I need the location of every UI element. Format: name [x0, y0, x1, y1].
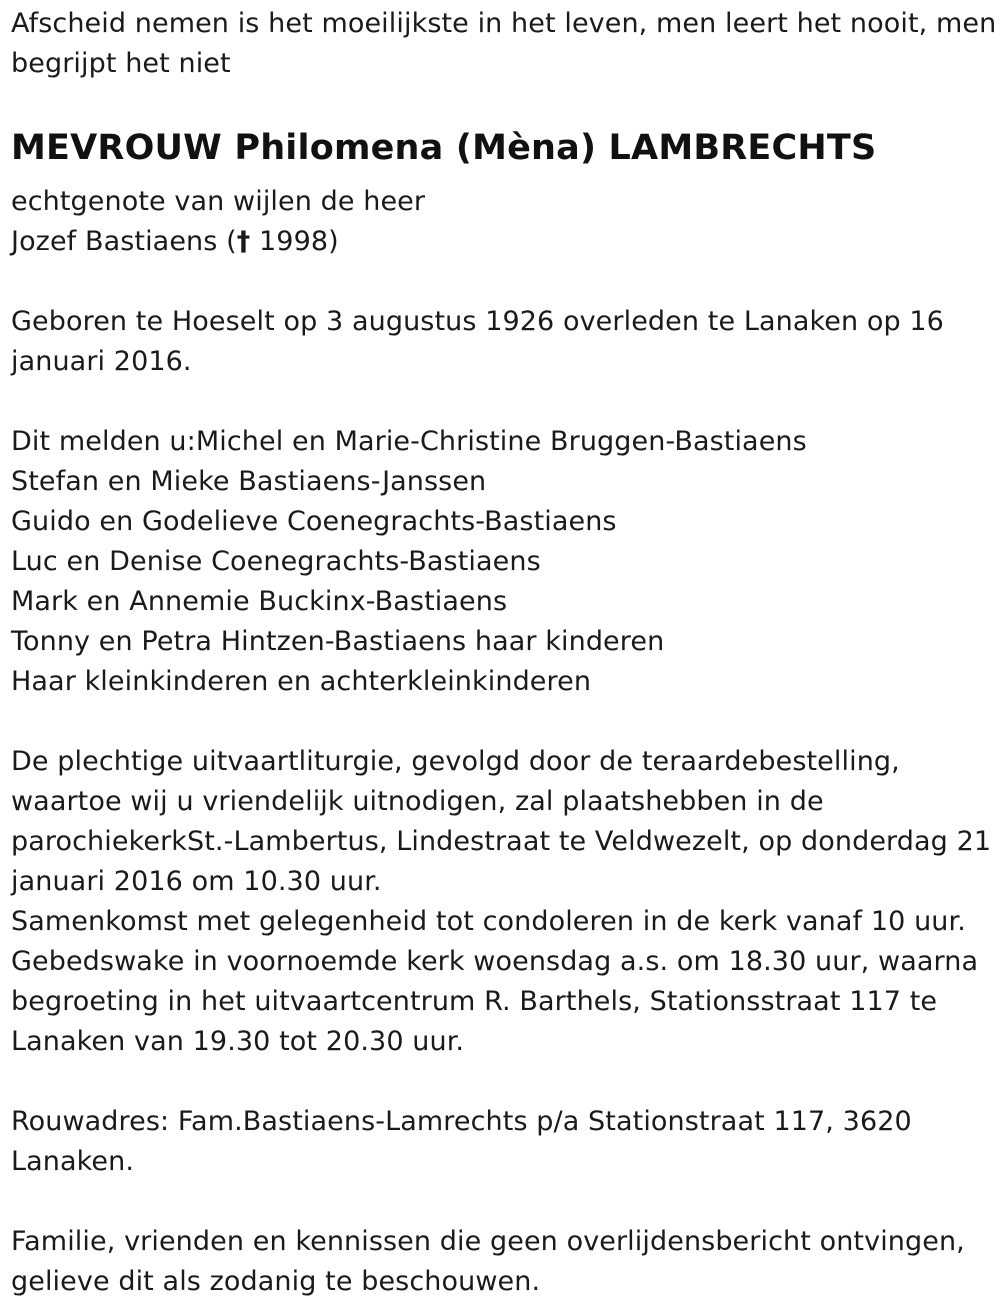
announcer-item: Haar kleinkinderen en achterkleinkinderen	[11, 666, 592, 697]
announcer-item: Stefan en Mieke Bastiaens-Janssen	[11, 466, 487, 497]
paragraph-line: Familie, vrienden en kennissen die geen overlijdensbericht ontvingen,	[11, 1226, 965, 1257]
obituary-document	[11, 4, 997, 1302]
paragraph-line: januari 2016 om 10.30 uur.	[11, 866, 382, 897]
announcer-item: Luc en Denise Coenegrachts-Bastiaens	[11, 546, 541, 577]
deceased-name-heading: MEVROUW Philomena (Mèna) LAMBRECHTS	[11, 128, 877, 168]
spacer	[11, 262, 989, 302]
spouse-name: Jozef Bastiaens (	[11, 226, 237, 257]
paragraph-line: Lanaken van 19.30 tot 20.30 uur.	[11, 1026, 465, 1057]
announcer-item: Tonny en Petra Hintzen-Bastiaens haar kinderen	[11, 626, 665, 657]
paragraph-line: Rouwadres: Fam.Bastiaens-Lamrechts p/a Stationstraat 117, 3620	[11, 1106, 912, 1137]
announcers-list	[11, 422, 989, 702]
spouse-death-year: 1998)	[250, 226, 339, 257]
paragraph-line: parochiekerkSt.-Lambertus, Lindestraat te Veldwezelt, op donderdag 21	[11, 826, 992, 857]
ceremony-paragraph	[11, 742, 992, 1062]
closing-paragraph	[11, 1222, 989, 1302]
paragraph-line: waartoe wij u vriendelijk uitnodigen, zal plaatshebben in de	[11, 786, 824, 817]
paragraph-line: januari 2016.	[11, 346, 192, 377]
paragraph-line: begroeting in het uitvaartcentrum R. Barthels, Stationsstraat 117 te	[11, 986, 938, 1017]
spouse-line: echtgenote van wijlen de heer	[11, 186, 426, 217]
paragraph-line: Lanaken.	[11, 1146, 135, 1177]
paragraph-line: Geboren te Hoeselt op 3 augustus 1926 overleden te Lanaken op 16	[11, 306, 944, 337]
spacer	[11, 1062, 989, 1102]
announcer-item: Guido en Godelieve Coenegrachts-Bastiaens	[11, 506, 617, 537]
intro-line: begrijpt het niet	[11, 48, 231, 79]
intro-line: Afscheid nemen is het moeilijkste in het leven, men leert het nooit, men	[11, 8, 997, 39]
intro-quote	[11, 4, 997, 84]
paragraph-line: gelieve dit als zodanig te beschouwen.	[11, 1266, 541, 1297]
spacer	[11, 702, 989, 742]
announcer-item: Dit melden u:Michel en Marie-Christine Bruggen-Bastiaens	[11, 426, 807, 457]
spouse-name-line	[11, 222, 989, 262]
cross-icon: †	[236, 226, 251, 257]
paragraph-line: De plechtige uitvaartliturgie, gevolgd door de teraardebestelling,	[11, 746, 900, 777]
announcer-item: Mark en Annemie Buckinx-Bastiaens	[11, 586, 508, 617]
mourning-address	[11, 1102, 989, 1182]
spouse-info	[11, 182, 989, 262]
spacer	[11, 1182, 989, 1222]
spacer	[11, 382, 989, 422]
birth-death-paragraph	[11, 302, 989, 382]
paragraph-line: Gebedswake in voornoemde kerk woensdag a.s. om 18.30 uur, waarna	[11, 946, 979, 977]
paragraph-line: Samenkomst met gelegenheid tot condoleren in de kerk vanaf 10 uur.	[11, 906, 966, 937]
